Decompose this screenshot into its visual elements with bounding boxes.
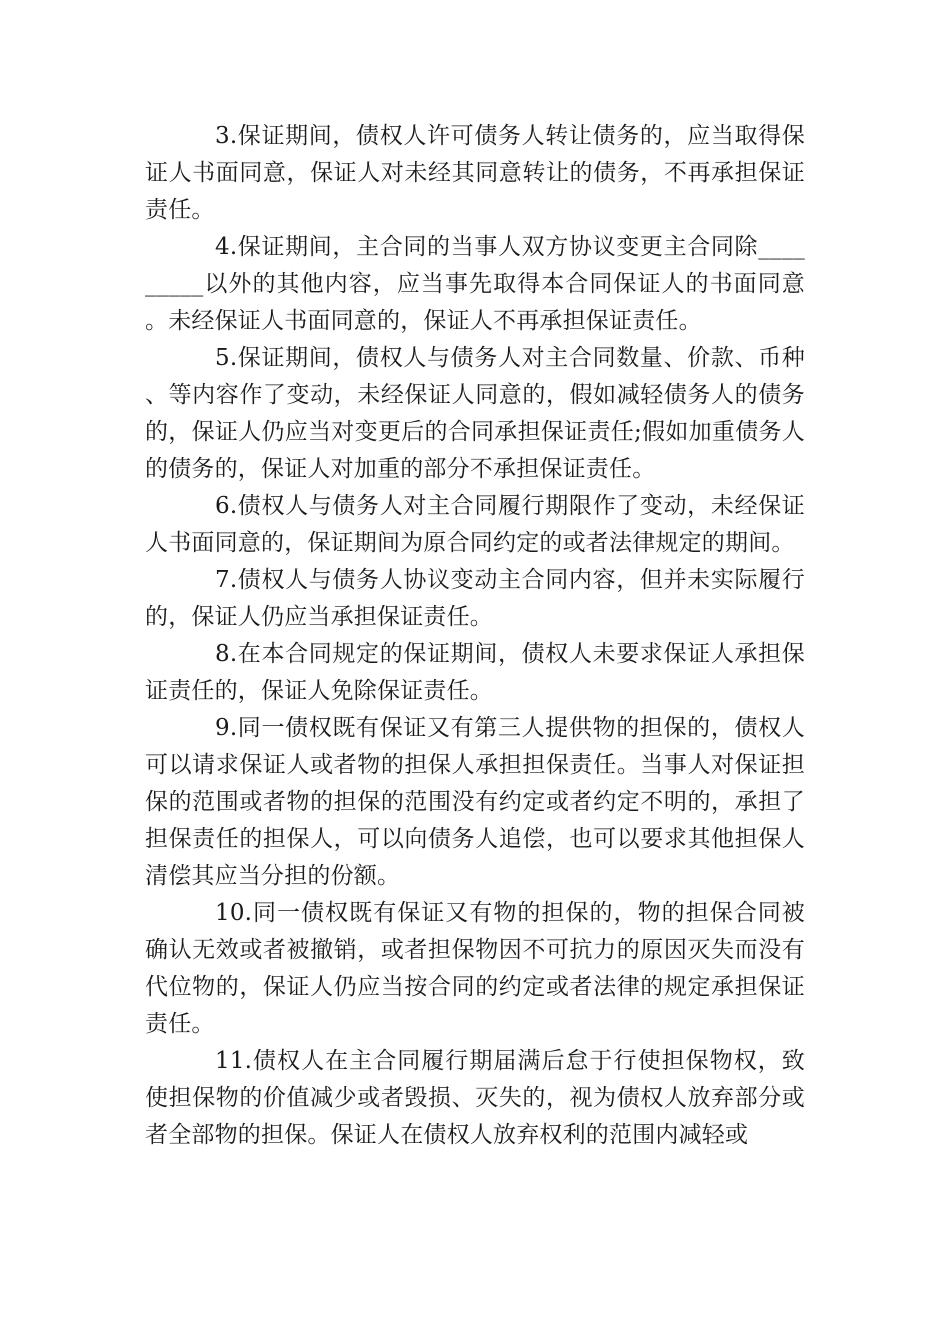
clause-3: 3.保证期间，债权人许可债务人转让债务的，应当取得保证人书面同意，保证人对未经其同意转让的债务，不再承担保证责任。 [145,123,805,223]
clause-10: 10.同一债权既有保证又有物的担保的，物的担保合同被确认无效或者被撤销，或者担保物因不可抗力的原因灭失而没有代位物的，保证人仍应当按合同的约定或者法律的规定承担保证责任。 [145,900,805,1037]
clause-4: 4.保证期间，主合同的当事人双方协议变更主合同除_________以外的其他内容，应当事先取得本合同保证人的书面同意。未经保证人书面同意的，保证人不再承担保证责任。 [145,234,805,334]
clause-6: 6.债权人与债务人对主合同履行期限作了变动，未经保证人书面同意的，保证期间为原合同约定的或者法律规定的期间。 [145,493,805,556]
clause-5: 5.保证期间，债权人与债务人对主合同数量、价款、币种、等内容作了变动，未经保证人同意的，假如减轻债务人的债务的，保证人仍应当对变更后的合同承担保证责任;假如加重债务人的债务的，保证人对加重的部分不承担保证责任。 [145,345,805,482]
clause-8: 8.在本合同规定的保证期间，债权人未要求保证人承担保证责任的，保证人免除保证责任。 [145,641,805,704]
clause-7: 7.债权人与债务人协议变动主合同内容，但并未实际履行的，保证人仍应当承担保证责任。 [145,567,805,630]
clause-11: 11.债权人在主合同履行期届满后怠于行使担保物权，致使担保物的价值减少或者毁损、灭失的，视为债权人放弃部分或者全部物的担保。保证人在债权人放弃权利的范围内减轻或 [145,1048,805,1148]
clause-9: 9.同一债权既有保证又有第三人提供物的担保的，债权人可以请求保证人或者物的担保人承担担保责任。当事人对保证担保的范围或者物的担保的范围没有约定或者约定不明的，承担了担保责任的担保人，可以向债务人追偿，也可以要求其他担保人清偿其应当分担的份额。 [145,715,805,889]
document-body [145,118,805,1154]
